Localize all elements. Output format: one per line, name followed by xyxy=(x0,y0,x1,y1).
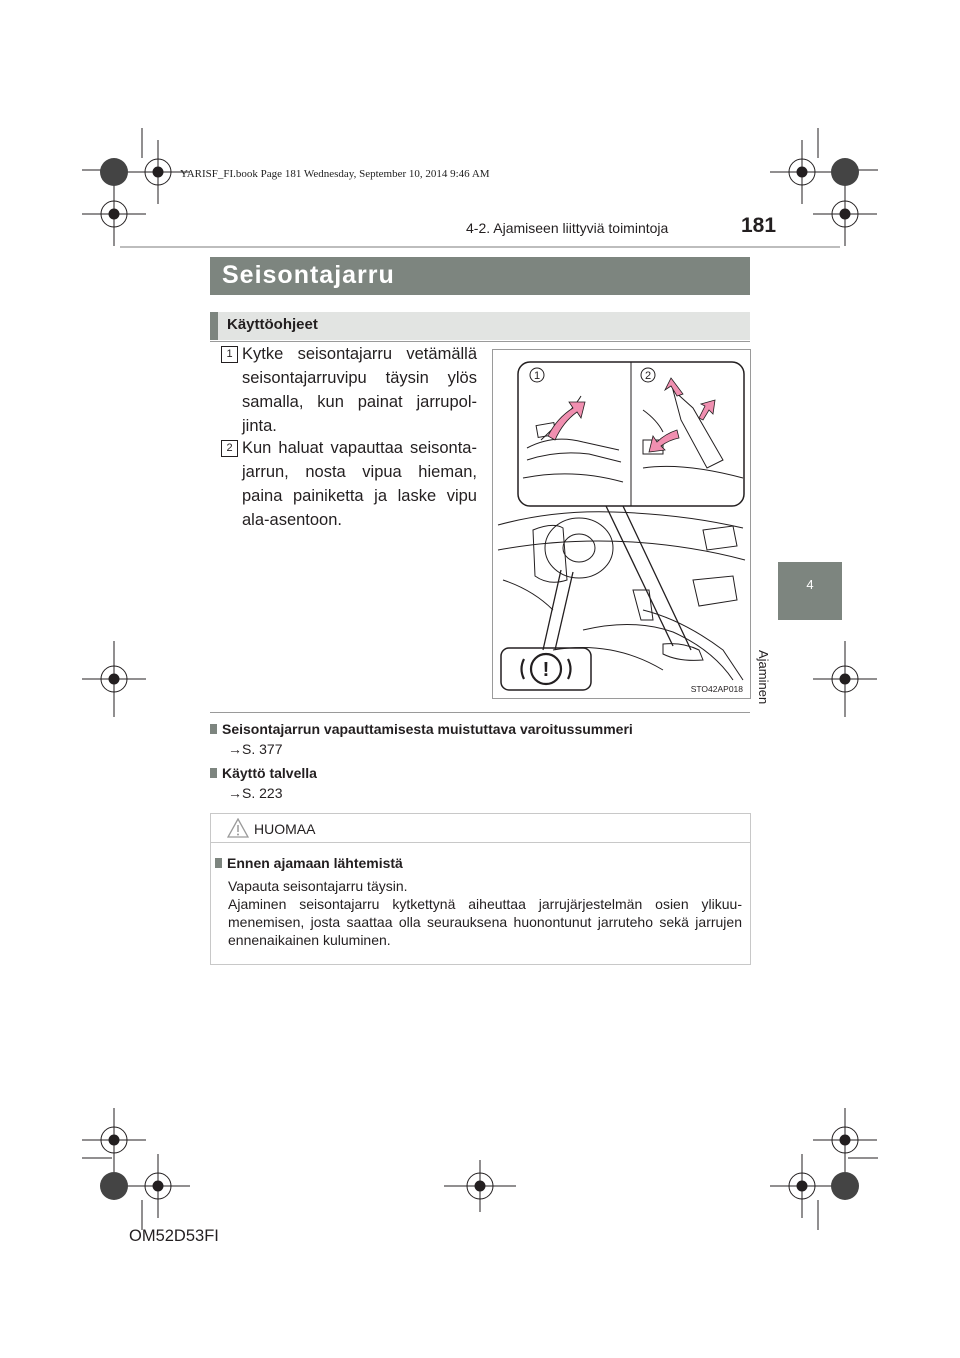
step-1-text: Kytke seisontajarru vetämällä seisontajarruvipu täysin ylös samalla, kun painat jarrupoljinta. xyxy=(242,345,477,435)
caution-body xyxy=(228,877,742,949)
brake-warning-icon: ! xyxy=(542,659,550,681)
note-1-title xyxy=(210,721,633,737)
note-2-title xyxy=(210,765,317,781)
caution-label: HUOMAA xyxy=(254,821,316,837)
note-2-title-text: Käyttö talvella xyxy=(222,765,317,781)
caution-line-1: Vapauta seisontajarru täysin. xyxy=(228,878,408,894)
page-number: 181 xyxy=(741,214,777,237)
page-title: Seisontajarru xyxy=(222,261,395,289)
illustration-drawing xyxy=(493,350,750,698)
parking-brake-illustration xyxy=(492,349,751,699)
subheading-marker xyxy=(210,312,218,340)
book-info-line: YARISF_FI.book Page 181 Wednesday, September 10, 2014 9:46 AM xyxy=(180,168,490,180)
caution-header xyxy=(211,814,750,843)
notes-rule xyxy=(210,712,750,713)
subheading: Käyttöohjeet xyxy=(227,316,318,333)
step-2-number: 2 xyxy=(221,440,238,457)
caution-line-2: Ajaminen seisontajarru kytkettynä aiheuttaa jarrujärjestelmän osien ylikuumenemisen, josta saattaa olla seurauksena huonontunut jarruteho sekä jarrujen ennenaikainen kuluminen. xyxy=(228,896,742,948)
subheading-bar xyxy=(210,312,750,340)
caution-title xyxy=(215,855,403,871)
chapter-label: Ajaminen xyxy=(756,650,771,705)
warning-triangle-icon xyxy=(227,818,249,838)
illustration-code: STO42AP018 xyxy=(690,684,743,694)
title-bar xyxy=(210,257,750,295)
callout-2-label: 2 xyxy=(644,370,652,382)
section-heading: 4-2. Ajamiseen liittyviä toimintoja xyxy=(466,220,669,236)
note-bullet-icon xyxy=(210,724,217,734)
header-rule xyxy=(120,246,840,248)
caution-bullet-icon xyxy=(215,858,222,868)
callout-1-label: 1 xyxy=(533,370,541,382)
note-1-reference[interactable]: →S. 377 xyxy=(228,741,283,757)
step-2-text: Kun haluat vapauttaa seisontajarrun, nosta vipua hieman, paina painiketta ja laske vipu ala-asentoon. xyxy=(242,439,477,529)
caution-box xyxy=(210,813,751,965)
step-1-number: 1 xyxy=(221,346,238,363)
note-2-reference[interactable]: →S. 223 xyxy=(228,785,283,801)
caution-title-text: Ennen ajamaan lähtemistä xyxy=(227,855,403,871)
document-code: OM52D53FI xyxy=(129,1227,219,1245)
chapter-number: 4 xyxy=(806,577,814,592)
note-bullet-icon xyxy=(210,768,217,778)
note-1-title-text: Seisontajarrun vapauttamisesta muistuttava varoitussummeri xyxy=(222,721,633,737)
